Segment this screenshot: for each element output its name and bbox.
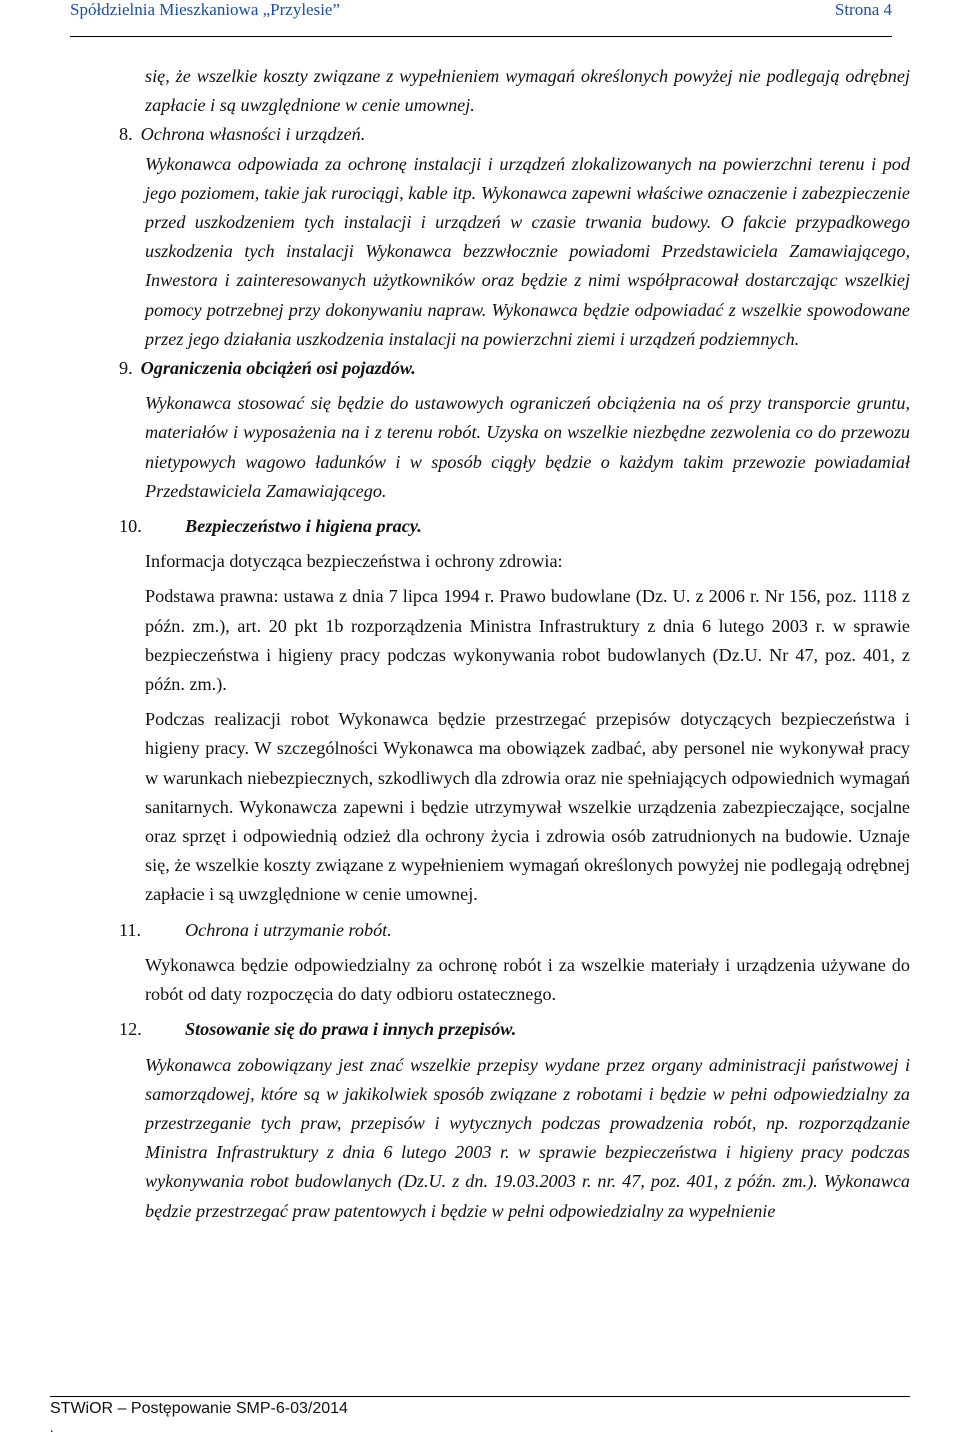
paragraph-intro: się, że wszelkie koszty związane z wypełnieniem wymagań określonych powyżej nie podlegają odrębnej zapłacie i są uwzględnione w cenie umownej. [145, 66, 910, 116]
paragraph-s8-1: Wykonawca odpowiada za ochronę instalacji i urządzeń zlokalizowanych na powierzchni terenu i pod jego poziomem, takie jak rurociągi, kable itp. Wykonawca zapewni właściwe oznaczenie i zabezpieczenie przed uszkodzeniem tych instalacji i urządzeń w czasie trwania budowy. O fakcie przypadkowego uszkodzenia tych instalacji Wykonawca bezzwłocznie powiadomi Przedstawiciela Zamawiającego, Inwestora i zainteresowanych użytkowników oraz będzie z nimi współpracował dostarczając wszelkiej pomocy potrzebnej przy dokonywaniu napraw. Wykonawca będzie odpowiadać z wszelkie spowodowane przez jego działania uszkodzenia instalacji na powierzchni ziemi i urządzeń podziemnych. [145, 153, 910, 349]
header-page-number: Strona 4 [834, 0, 892, 19]
section-number: 11. [119, 919, 142, 940]
section-number: 9. [119, 358, 133, 379]
footer-text: STWiOR – Postępowanie SMP-6-03/2014 [50, 1400, 348, 1417]
page-footer [50, 1396, 910, 1418]
section-title: Ochrona własności i urządzeń. [140, 124, 366, 145]
section-heading-11 [119, 916, 910, 945]
section-heading-9 [119, 354, 910, 383]
section-number: 10. [119, 516, 142, 537]
section-title: Bezpieczeństwo i higiena pracy. [185, 516, 422, 537]
document-body [119, 62, 910, 1226]
paragraph-s10-3: Podczas realizacji robot Wykonawca będzie przestrzegać przepisów dotyczących bezpieczeństwa i higieny pracy. W szczególności Wykonawca ma obowiązek zadbać, aby personel nie wykonywał pracy w warunkach niebezpiecznych, szkodliwych dla zdrowia oraz nie spełniających odpowiednich wymagań sanitarnych. Wykonawcza zapewni i będzie utrzymywał wszelkie urządzenia zabezpieczające, socjalne oraz sprzęt i odpowiednią odzież dla ochrony życia i zdrowia osób zatrudnionych na budowie. Uznaje się, że wszelkie koszty związane z wypełnieniem wymagań określonych powyżej nie podlegają odrębnej zapłacie i są uwzględnione w cenie umownej. [145, 709, 910, 905]
paragraph-s12-1: Wykonawca zobowiązany jest znać wszelkie przepisy wydane przez organy administracji państwowej i samorządowej, które są w jakikolwiek sposób związane z robotami i będzie w pełni odpowiedzialny za przestrzeganie tych praw, przepisów i wytycznych podczas prowadzenia robót, np. rozporządzanie Ministra Infrastruktury z dnia 6 lutego 2003 r. w sprawie bezpieczeństwa i higieny pracy podczas wykonywania robot budowlanych (Dz.U. z dn. 19.03.2003 r. nr. 47, poz. 401, z późn. zm.). Wykonawca będzie przestrzegać praw patentowych i będzie w pełni odpowiedzialny za wypełnienie [145, 1054, 910, 1221]
section-title: Ochrona i utrzymanie robót. [185, 919, 392, 940]
section-title: Ograniczenia obciążeń osi pojazdów. [140, 358, 416, 379]
section-number: 12. [119, 1019, 142, 1040]
paragraph-s11-1: Wykonawca będzie odpowiedzialny za ochronę robót i za wszelkie materiały i urządzenia używane do robót od daty rozpoczęcia do daty odbioru ostatecznego. [145, 954, 910, 1005]
section-number: 8. [119, 124, 133, 145]
footer-dot: . [50, 1421, 54, 1436]
section-heading-8 [119, 120, 910, 149]
header-organization: Spółdzielnia Mieszkaniowa „Przylesie” [70, 0, 341, 19]
paragraph-s10-2: Podstawa prawna: ustawa z dnia 7 lipca 1994 r. Prawo budowlane (Dz. U. z 2006 r. Nr 156, poz. 1118 z późn. zm.), art. 20 pkt 1b rozporządzenia Ministra Infrastruktury z dnia 6 lutego 2003 r. w sprawie bezpieczeństwa i higieny pracy podczas wykonywania robot budowlanych (Dz.U. Nr 47, poz. 401, z późn. zm.). [145, 586, 910, 695]
page-header [70, 0, 892, 37]
paragraph-s9-1: Wykonawca stosować się będzie do ustawowych ograniczeń obciążenia na oś przy transporcie gruntu, materiałów i wyposażenia na i z terenu robót. Uzyska on wszelkie niezbędne zezwolenia co do przewozu nietypowych wagowo ładunków i w sposób ciągły będzie o każdym takim przewozie powiadamiał Przedstawiciela Zamawiającego. [145, 393, 910, 501]
section-heading-10 [119, 512, 910, 541]
section-title: Stosowanie się do prawa i innych przepisów. [185, 1019, 517, 1040]
paragraph-s10-1: Informacja dotycząca bezpieczeństwa i ochrony zdrowia: [145, 551, 563, 572]
section-heading-12 [119, 1015, 910, 1044]
